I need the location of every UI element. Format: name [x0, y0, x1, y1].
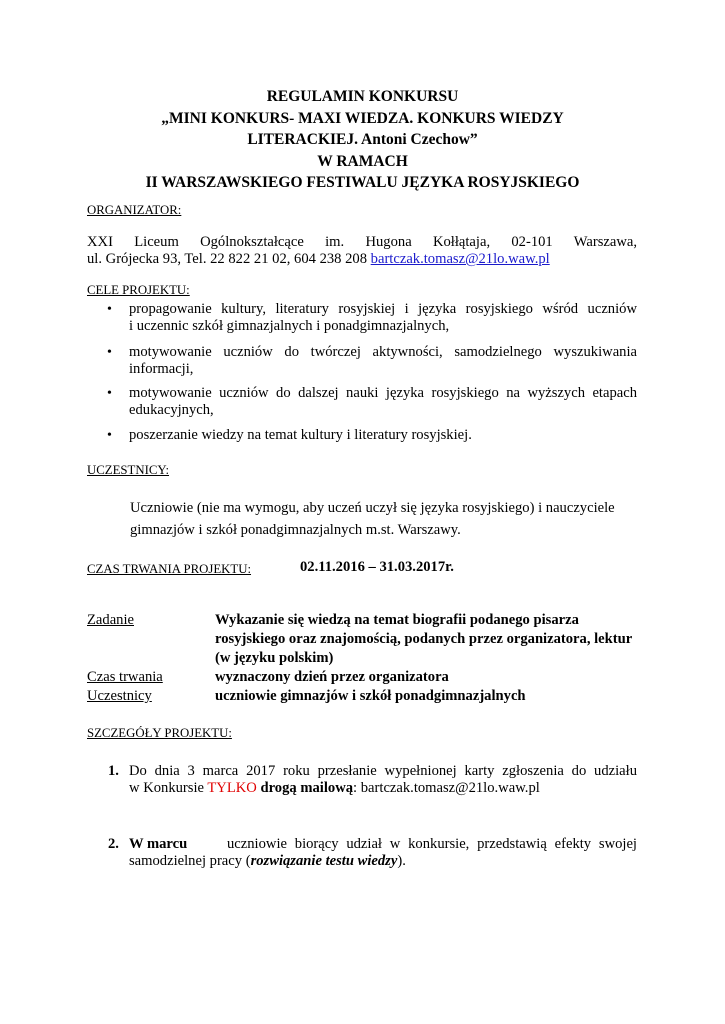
title-line: LITERACKIEJ. Antoni Czechow” — [247, 131, 478, 148]
bullet-icon: • — [107, 386, 112, 401]
details-text-part: samodzielnej pracy ( — [129, 853, 251, 869]
bullet-icon: • — [107, 345, 112, 360]
test-emphasis: rozwiązanie testu wiedzy — [250, 853, 398, 869]
participants-text: Uczniowie (nie ma wymogu, aby uczeń uczył się języka rosyjskiego) i nauczyciele — [130, 500, 615, 516]
bullet-icon: • — [107, 302, 112, 317]
participants-row-text: uczniowie gimnazjów i szkół ponadgimnazjalnych — [215, 688, 526, 704]
goal-text: motywowanie uczniów do dalszej nauki języka rosyjskiego na wyższych etapach — [129, 385, 637, 401]
organizer-address — [87, 251, 550, 268]
goal-text: informacji, — [129, 361, 194, 377]
email-emphasis: drogą mailową — [256, 780, 354, 796]
details-email: : bartczak.tomasz@21lo.waw.pl — [353, 780, 540, 796]
details-text-part: w Konkursie — [129, 780, 208, 796]
organizer-address-text: ul. Grójecka 93, Tel. 22 822 21 02, 604 238 208 — [87, 251, 371, 267]
item-number: 1. — [108, 763, 119, 779]
duration-row-label: Czas trwania — [87, 669, 163, 685]
only-emphasis: TYLKO — [207, 780, 257, 796]
title-line: W RAMACH — [317, 152, 408, 170]
details-text-part: ). — [397, 853, 406, 869]
details-heading: SZCZEGÓŁY PROJEKTU: — [87, 726, 232, 740]
goals-heading: CELE PROJEKTU: — [87, 283, 190, 297]
goal-text: edukacyjnych, — [129, 402, 214, 418]
organizer-heading: ORGANIZATOR: — [87, 203, 182, 217]
participants-text: gimnazjów i szkół ponadgimnazjalnych m.st. Warszawy. — [130, 522, 461, 538]
goal-text: motywowanie uczniów do twórczej aktywności, samodzielnego wyszukiwania — [129, 344, 637, 360]
details-text — [129, 853, 406, 870]
details-text — [129, 780, 540, 797]
title-line: REGULAMIN KONKURSU — [266, 88, 459, 105]
march-emphasis: W marcu — [129, 836, 188, 852]
duration-label: CZAS TRWANIA PROJEKTU: — [87, 562, 252, 576]
details-text — [129, 836, 637, 853]
title-line: „MINI KONKURS- MAXI WIEDZA. KONKURS WIEDZY — [161, 109, 564, 127]
goal-text: i uczennic szkół gimnazjalnych i ponadgimnazjalnych, — [129, 318, 450, 334]
participants-heading: UCZESTNICY: — [87, 463, 170, 477]
duration-row-text: wyznaczony dzień przez organizatora — [215, 669, 449, 685]
duration-value: 02.11.2016 – 31.03.2017r. — [300, 559, 454, 575]
details-text-part: uczniowie biorący udział w konkursie, przedstawią efekty swojej — [227, 836, 637, 852]
title-line: II WARSZAWSKIEGO FESTIWALU JĘZYKA ROSYJSKIEGO — [145, 174, 580, 191]
bullet-icon: • — [107, 428, 112, 443]
goal-list-item — [107, 301, 637, 335]
task-text: rosyjskiego oraz znajomością, podanych przez organizatora, lektur — [215, 631, 633, 647]
goal-text: poszerzanie wiedzy na temat kultury i literatury rosyjskiej. — [129, 427, 472, 443]
goal-text: propagowanie kultury, literatury rosyjskiej i języka rosyjskiego wśród uczniów — [129, 301, 637, 317]
document-title — [0, 86, 725, 194]
goal-list-item — [107, 385, 637, 419]
organizer-line: XXI Liceum Ogólnokształcące im. Hugona Kołłątaja, 02-101 Warszawa, — [87, 234, 637, 250]
task-label: Zadanie — [87, 612, 134, 628]
goal-list-item — [107, 427, 637, 444]
participants-row-label: Uczestnicy — [87, 688, 152, 704]
item-number: 2. — [108, 836, 119, 852]
organizer-email-link[interactable]: bartczak.tomasz@21lo.waw.pl — [370, 251, 550, 267]
goal-list-item — [107, 344, 637, 378]
details-text: Do dnia 3 marca 2017 roku przesłanie wypełnionej karty zgłoszenia do udziału — [129, 763, 637, 779]
task-text: (w języku polskim) — [215, 650, 334, 666]
task-text: Wykazanie się wiedzą na temat biografii podanego pisarza — [215, 612, 579, 628]
